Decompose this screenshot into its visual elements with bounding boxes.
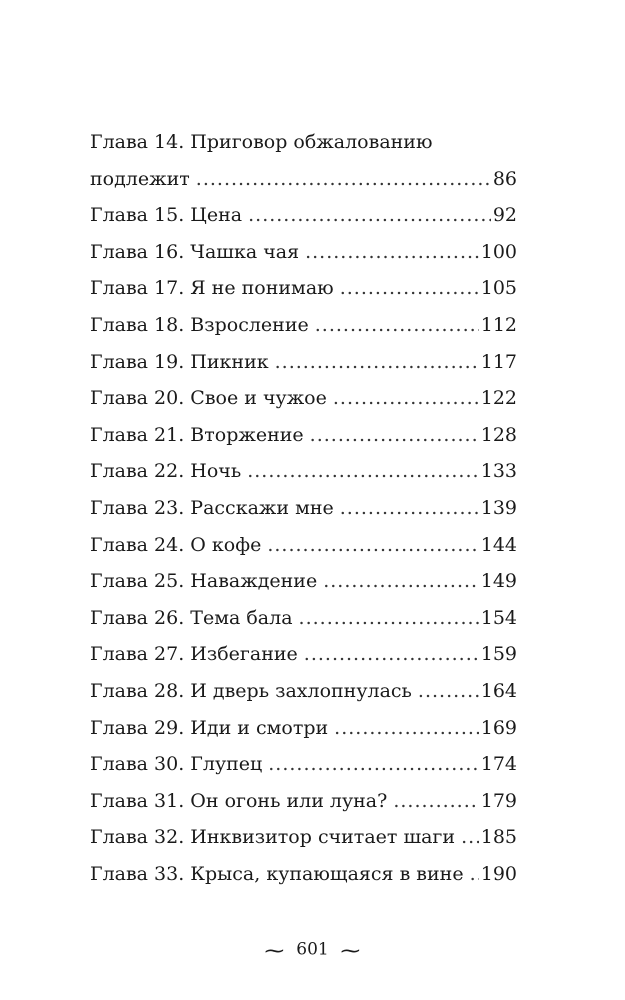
dot-leader <box>248 197 491 234</box>
toc-entry <box>90 490 517 527</box>
toc-entry-page: 86 <box>492 167 517 190</box>
dot-leader <box>268 746 478 783</box>
toc-entry-page: 92 <box>492 204 517 227</box>
toc-entry-title: Глава 27. Избегание <box>90 643 298 666</box>
toc-entry <box>90 600 517 637</box>
toc-entry <box>90 746 517 783</box>
ornament-right-icon: ~ <box>338 938 363 962</box>
toc-entry-title: Глава 21. Вторжение <box>90 423 304 446</box>
toc-entry-title: Глава 29. Иди и смотри <box>90 716 329 739</box>
toc-entry-page: 185 <box>480 826 517 849</box>
toc-entry <box>90 417 517 454</box>
toc-entry <box>90 783 517 820</box>
dot-leader <box>196 161 491 198</box>
toc-entry-title: Глава 23. Расскажи мне <box>90 496 334 519</box>
toc-entry <box>90 453 517 490</box>
toc-entry-title: Глава 30. Глупец <box>90 753 263 776</box>
dot-leader <box>275 344 479 381</box>
dot-leader <box>340 490 479 527</box>
toc-entry-page: 128 <box>480 423 517 446</box>
toc-entry <box>90 673 517 710</box>
table-of-contents <box>90 124 517 892</box>
dot-leader <box>393 783 478 820</box>
toc-entry-title: Глава 33. Крыса, купающаяся в вине <box>90 862 464 885</box>
toc-entry-title: Глава 26. Тема бала <box>90 606 293 629</box>
toc-entry-page: 117 <box>480 350 517 373</box>
toc-entry <box>90 636 517 673</box>
toc-entry <box>90 307 517 344</box>
dot-leader <box>299 600 479 637</box>
toc-entry <box>90 344 517 381</box>
toc-entry <box>90 380 517 417</box>
toc-entry-title: Глава 18. Взросление <box>90 313 309 336</box>
dot-leader <box>418 673 479 710</box>
toc-entry-page: 174 <box>480 753 517 776</box>
toc-entry-page: 179 <box>480 789 517 812</box>
toc-entry-page: 122 <box>480 387 517 410</box>
toc-entry-page: 164 <box>480 679 517 702</box>
toc-entry-page: 169 <box>480 716 517 739</box>
toc-entry-title: Глава 22. Ночь <box>90 460 242 483</box>
toc-entry <box>90 710 517 747</box>
dot-leader <box>267 527 478 564</box>
dot-leader <box>305 234 479 271</box>
toc-entry-page: 190 <box>480 862 517 885</box>
toc-entry <box>90 234 517 271</box>
page-number: 601 <box>296 939 329 960</box>
toc-entry <box>90 270 517 307</box>
toc-entry-page: 149 <box>480 570 517 593</box>
ornament-left-icon: ~ <box>262 938 287 962</box>
dot-leader <box>334 710 479 747</box>
toc-entry-page: 133 <box>480 460 517 483</box>
toc-entry-title: подлежит <box>90 167 190 190</box>
toc-entry <box>90 197 517 234</box>
dot-leader <box>310 417 479 454</box>
toc-entry-page: 100 <box>480 240 517 263</box>
toc-entry <box>90 563 517 600</box>
toc-entry-page: 112 <box>480 313 517 336</box>
toc-entry-14-line1 <box>90 124 517 161</box>
toc-entry-page: 105 <box>480 277 517 300</box>
toc-entry-title: Глава 31. Он огонь или луна? <box>90 789 388 812</box>
toc-entry-title: Глава 32. Инквизитор считает шаги <box>90 826 456 849</box>
toc-entry-page: 144 <box>480 533 517 556</box>
toc-entry-14-line2 <box>90 161 517 198</box>
dot-leader <box>470 856 479 893</box>
toc-entry-title: Глава 16. Чашка чая <box>90 240 300 263</box>
toc-entry-title: Глава 19. Пикник <box>90 350 269 373</box>
toc-entry-title: Глава 14. Приговор обжалованию <box>90 131 433 153</box>
toc-entry <box>90 819 517 856</box>
page-footer <box>0 938 625 962</box>
toc-entry-page: 154 <box>480 606 517 629</box>
dot-leader <box>461 819 479 856</box>
dot-leader <box>333 380 479 417</box>
toc-entry-page: 159 <box>480 643 517 666</box>
toc-entry-title: Глава 25. Наваждение <box>90 570 318 593</box>
dot-leader <box>323 563 479 600</box>
toc-entry-title: Глава 24. О кофе <box>90 533 262 556</box>
dot-leader <box>247 453 479 490</box>
toc-entry-page: 139 <box>480 496 517 519</box>
dot-leader <box>315 307 479 344</box>
toc-entry-title: Глава 20. Свое и чужое <box>90 387 327 410</box>
toc-entry <box>90 856 517 893</box>
dot-leader <box>304 636 479 673</box>
toc-entry-title: Глава 28. И дверь захлопнулась <box>90 679 412 702</box>
toc-entry-title: Глава 17. Я не понимаю <box>90 277 334 300</box>
toc-entry <box>90 527 517 564</box>
dot-leader <box>340 270 479 307</box>
toc-entry-title: Глава 15. Цена <box>90 204 243 227</box>
